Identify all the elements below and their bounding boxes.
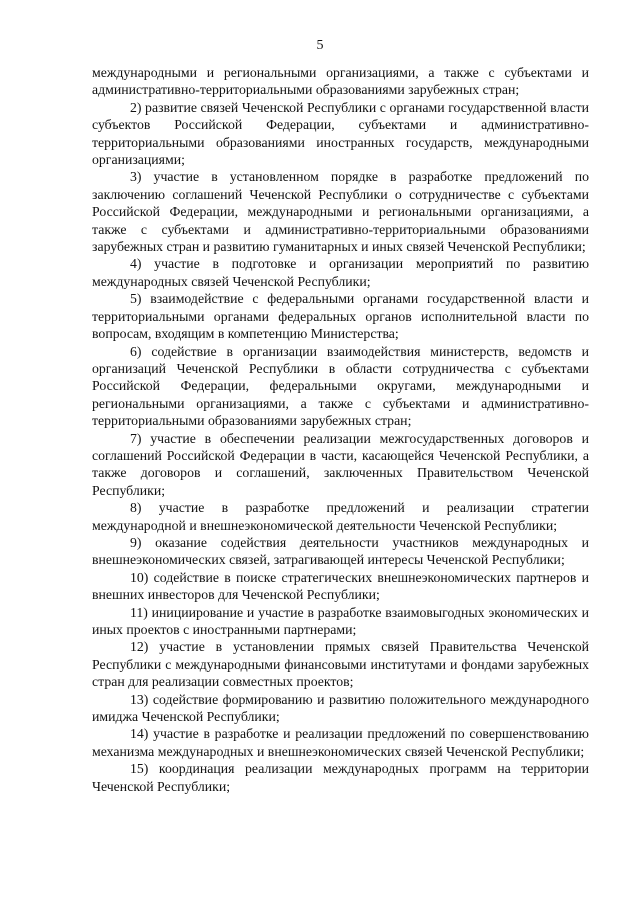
list-item-8: 8) участие в разработке предложений и реализации стратегии международной и внешнеэкономической деятельности Чеченской Республики;	[92, 500, 589, 533]
list-item-11: 11) инициирование и участие в разработке взаимовыгодных экономических и иных проектов с иностранными партнерами;	[92, 604, 589, 637]
list-item-5: 5) взаимодействие с федеральными органами государственной власти и территориальными органами федеральных органов исполнительной власти по вопросам, входящим в компетенцию Министерства;	[92, 291, 589, 342]
list-item-10: 10) содействие в поиске стратегических внешнеэкономических партнеров и внешних инвесторов для Чеченской Республики;	[92, 569, 589, 603]
list-item-13: 13) содействие формированию и развитию положительного международного имиджа Чеченской Республики;	[92, 691, 589, 725]
page-number: 5	[316, 38, 324, 53]
list-item-4: 4) участие в подготовке и организации мероприятий по развитию международных связей Чеченской Республики;	[92, 256, 589, 289]
list-item-9: 9) оказание содействия деятельности участников международных и внешнеэкономических связей, затрагивающей интересы Чеченской Республики;	[92, 534, 589, 568]
list-item-7: 7) участие в обеспечении реализации межгосударственных договоров и соглашений Российской Федерации в части, касающейся Чеченской Республики, а также договоров и соглашений, заключенных Правительством Чеченской Республики;	[92, 430, 589, 498]
paragraph-continuation: международными и региональными организациями, а также с субъектами и административно-территориальными образованиями зарубежных стран;	[92, 65, 589, 98]
document-body	[92, 64, 589, 795]
list-item-3: 3) участие в установленном порядке в разработке предложений по заключению соглашений Чеченской Республики о сотрудничестве с субъектами Российской Федерации, международными и региональными организациями, а также с субъектами и административно-территориальными образованиями зарубежных стран и развитию гуманитарных и иных связей Чеченской Республики;	[92, 169, 589, 255]
list-item-14: 14) участие в разработке и реализации предложений по совершенствованию механизма международных и внешнеэкономических связей Чеченской Республики;	[92, 726, 589, 759]
list-item-12: 12) участие в установлении прямых связей Правительства Чеченской Республики с международными финансовыми институтами и фондами зарубежных стран для реализации совместных проектов;	[92, 639, 589, 690]
list-item-6: 6) содействие в организации взаимодействия министерств, ведомств и организаций Чеченской Республики в области сотрудничества с субъектами Российской Федерации, федеральными округами, международными и региональными организациями, а также с субъектами и административно-территориальными образованиями зарубежных стран;	[92, 343, 589, 429]
list-item-15: 15) координация реализации международных программ на территории Чеченской Республики;	[92, 761, 589, 794]
list-item-2: 2) развитие связей Чеченской Республики с органами государственной власти субъектов Российской Федерации, субъектами и административно-территориальными образованиями иностранных государств, международными организациями;	[92, 99, 589, 168]
